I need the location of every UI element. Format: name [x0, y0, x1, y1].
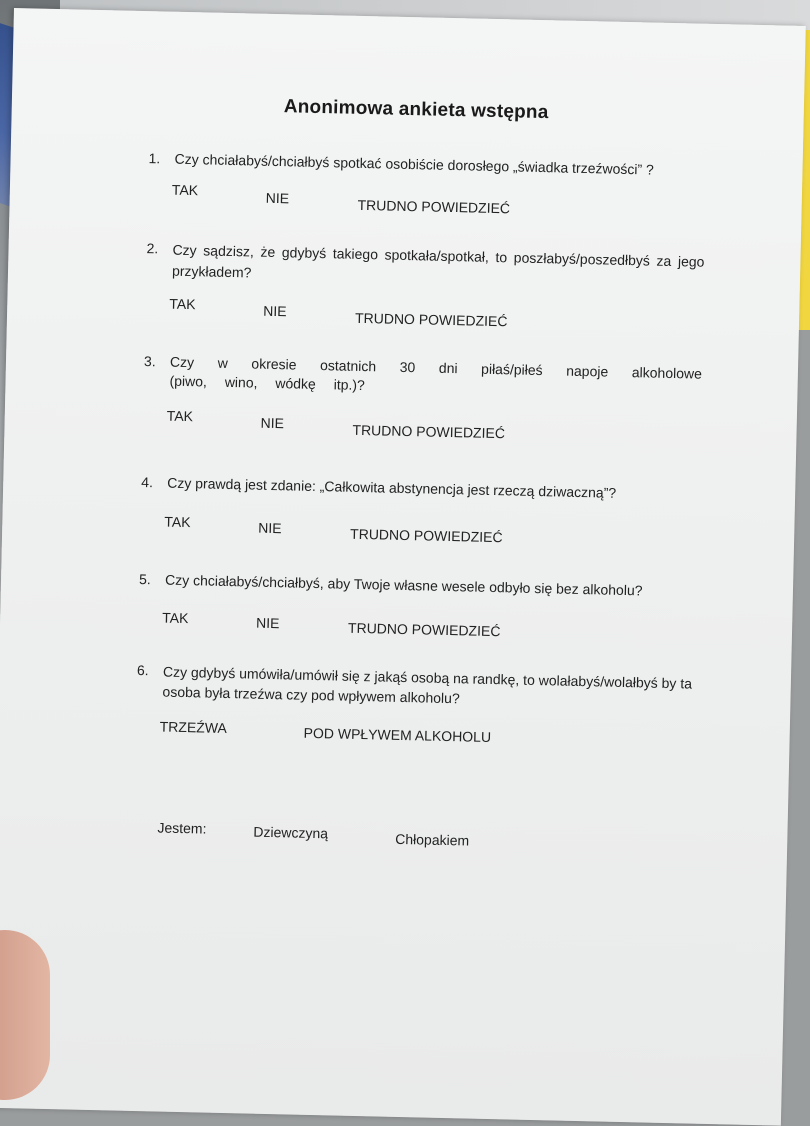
question-text: Czy w okresie ostatnich 30 dni piłaś/piłeś napoje alkoholowe (piwo, wino, wódkę itp.)?	[169, 353, 703, 394]
question-text: Czy prawdą jest zdanie: „Całkowita abstynencja jest rzeczą dziwaczną”?	[167, 474, 617, 501]
survey-title: Anonimowa ankieta wstępna	[283, 96, 549, 124]
question-number: 3.	[143, 353, 156, 370]
answer-nie[interactable]: NIE	[255, 614, 280, 632]
answer-tak[interactable]: TAK	[162, 609, 189, 627]
answer-tak[interactable]: TAK	[164, 513, 191, 531]
question-text: Czy sądzisz, że gdybyś takiego spotkała/spotkał, to poszłabyś/poszedłbyś za jego przykładem?	[171, 241, 705, 281]
question-number: 4.	[141, 474, 154, 491]
answer-nie[interactable]: NIE	[263, 302, 287, 320]
thumb	[0, 930, 50, 1100]
question-number: 5.	[138, 570, 151, 588]
answer-trudno-powiedziec[interactable]: TRUDNO POWIEDZIEĆ	[347, 619, 501, 640]
gender-label: Jestem:	[157, 819, 207, 837]
gender-option-chlopak[interactable]: Chłopakiem	[395, 830, 470, 849]
question-number: 6.	[136, 661, 149, 679]
question-text: Czy gdybyś umówiła/umówił się z jakąś osobą na randkę, to wolałabyś/wolałbyś by ta osoba była trzeźwa czy pod wpływem alkoholu?	[162, 663, 693, 707]
question-text: Czy chciałabyś/chciałbyś spotkać osobiście dorosłego „świadka trzeźwości” ?	[174, 150, 654, 178]
answer-trudno-powiedziec[interactable]: TRUDNO POWIEDZIEĆ	[357, 196, 511, 217]
answer-trudno-powiedziec[interactable]: TRUDNO POWIEDZIEĆ	[349, 525, 503, 546]
question-text: Czy chciałabyś/chciałbyś, aby Twoje własne wesele odbyło się bez alkoholu?	[164, 571, 643, 599]
answer-nie[interactable]: NIE	[260, 414, 285, 432]
answer-trudno-powiedziec[interactable]: TRUDNO POWIEDZIEĆ	[354, 309, 508, 330]
answer-trudno-powiedziec[interactable]: TRUDNO POWIEDZIEĆ	[352, 421, 506, 442]
gender-option-dziewczyna[interactable]: Dziewczyną	[253, 823, 329, 842]
question-number: 1.	[148, 150, 161, 167]
answer-nie[interactable]: NIE	[258, 519, 282, 537]
answer-tak[interactable]: TAK	[169, 295, 196, 313]
survey-sheet	[0, 8, 806, 1126]
answer-tak[interactable]: TAK	[171, 181, 199, 199]
answer-pod-wplywem-alkoholu[interactable]: POD WPŁYWEM ALKOHOLU	[303, 724, 492, 746]
answer-tak[interactable]: TAK	[166, 407, 194, 425]
question-number: 2.	[146, 240, 159, 257]
answer-nie[interactable]: NIE	[265, 189, 290, 207]
answer-trzezwa[interactable]: TRZEŹWA	[159, 718, 228, 737]
